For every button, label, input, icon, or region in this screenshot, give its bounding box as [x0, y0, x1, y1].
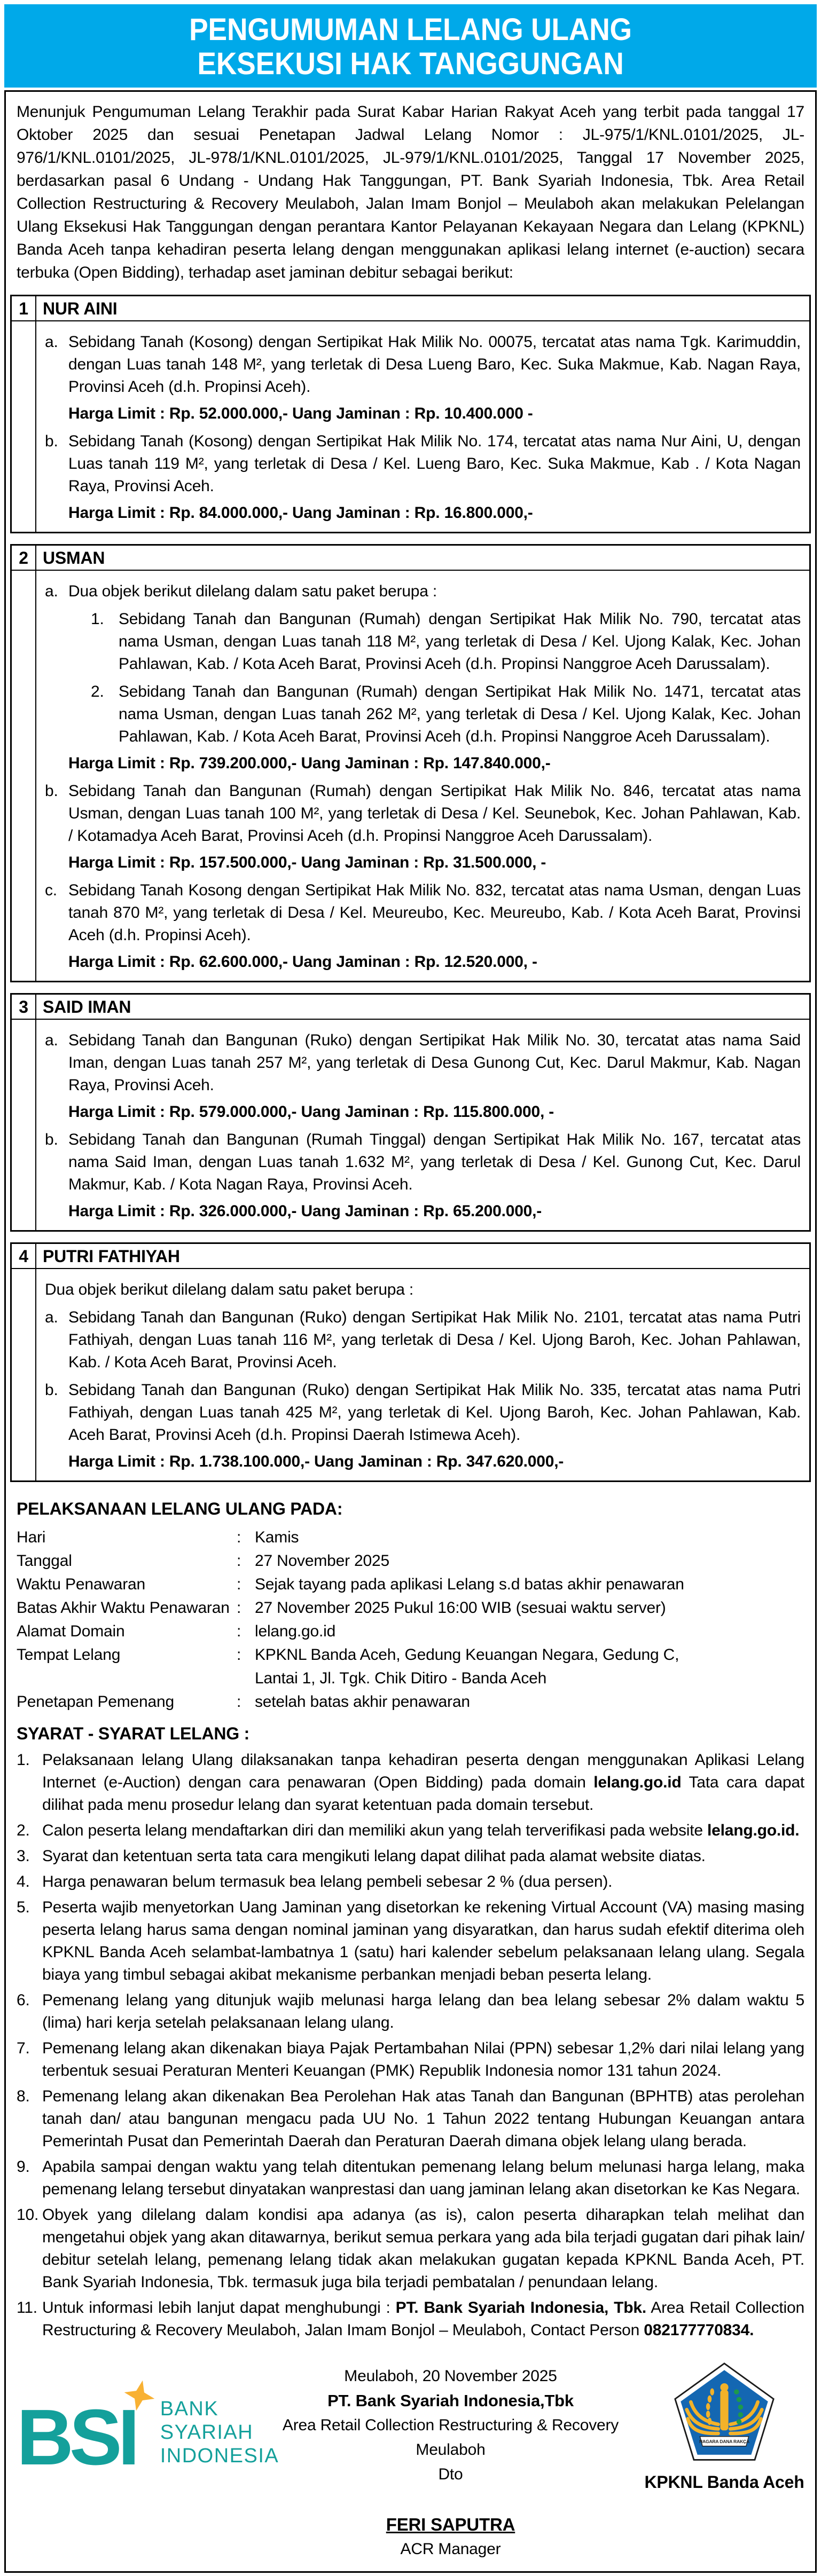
lot-text — [68, 1129, 801, 1223]
sub-lot-label: 1. — [91, 610, 104, 628]
term-text: Calon peserta lelang mendaftarkan diri dan memiliki akun yang telah terverifikasi pada website lelang.go.id. — [42, 1822, 800, 1839]
schedule-row — [17, 1596, 804, 1620]
lot-label: b. — [45, 782, 58, 800]
section-gutter — [12, 1269, 36, 1480]
harga-limit-line: Harga Limit : Rp. 326.000.000,- Uang Jaminan : Rp. 65.200.000,- — [68, 1202, 542, 1220]
terms-title: SYARAT - SYARAT LELANG : — [17, 1724, 250, 1743]
schedule-value: 27 November 2025 Pukul 16:00 WIB (sesuai waktu server) — [255, 1599, 666, 1617]
harga-limit-line: Harga Limit : Rp. 739.200.000,- Uang Jaminan : Rp. 147.840.000,- — [68, 754, 551, 772]
schedule-label: Batas Akhir Waktu Penawaran — [17, 1599, 230, 1617]
section-debtor-name: SAID IMAN — [43, 997, 131, 1017]
section-body — [12, 321, 809, 532]
colon-separator: : — [237, 1552, 241, 1570]
harga-limit-line: Harga Limit : Rp. 52.000.000,- Uang Jaminan : Rp. 10.400.000 - — [68, 405, 533, 422]
schedule-title: PELAKSANAAN LELANG ULANG PADA: — [17, 1499, 343, 1518]
colon-separator: : — [237, 1693, 241, 1711]
title-line-1: PENGUMUMAN LELANG ULANG — [189, 12, 632, 47]
sub-lot-label: 2. — [91, 683, 104, 700]
term-item — [17, 2037, 804, 2082]
harga-limit-line: Harga Limit : Rp. 157.500.000,- Uang Jaminan : Rp. 31.500.000, - — [68, 854, 546, 871]
lot-text — [68, 580, 801, 775]
announcement-body — [4, 90, 817, 2573]
lot-text: Sebidang Tanah dan Bangunan (Ruko) dengan Sertipikat Hak Milik No. 2101, tercatat atas nama Putri Fathiyah, dengan Luas tanah 116 M², yang terletak di Desa / Kel. Ujong Baroh, Kec. Johan Pahlawan, Kab. / Kota Aceh Barat, Provinsi Aceh. — [68, 1309, 801, 1371]
section-gutter — [12, 1020, 36, 1230]
term-number: 6. — [17, 1991, 30, 2009]
lot-text — [68, 879, 801, 973]
term-item — [17, 2204, 804, 2294]
section-header — [12, 296, 809, 321]
schedule-label: Tempat Lelang — [17, 1646, 121, 1664]
lot-description: Sebidang Tanah Kosong dengan Sertipikat Hak Milik No. 832, tercatat atas nama Usman, dengan Luas tanah 870 M², yang terletak di Desa / Kel. Meureubo, Kec. Meureubo, Kab. / Kota Aceh Barat, Provinsi Aceh (d.h. Propinsi Aceh). — [68, 881, 801, 944]
title-banner — [4, 4, 817, 88]
section-body — [12, 1020, 809, 1230]
lot-item — [45, 430, 801, 524]
term-text: Pemenang lelang akan dikenakan biaya Pajak Pertambahan Nilai (PPN) sebesar 1,2% dari nilai lelang yang terbentuk sesuai Peraturan Menteri Keuangan (PMK) Republik Indonesia nomor 131 tahun 2024. — [42, 2039, 804, 2079]
section-content — [36, 321, 809, 532]
lot-item — [45, 1029, 801, 1123]
signature-place-date: Meulaboh, 20 November 2025 — [344, 2367, 557, 2385]
section-content — [36, 1269, 809, 1480]
schedule-value: Kamis — [255, 1529, 299, 1546]
schedule-row — [17, 1643, 804, 1690]
signature-unit: Area Retail Collection Restructuring & Recovery Meulaboh — [282, 2416, 619, 2459]
lot-item — [45, 580, 801, 775]
terms-section — [17, 1722, 804, 2342]
schedule-label: Penetapan Pemenang — [17, 1693, 174, 1711]
lot-text — [68, 1029, 801, 1123]
section-box-putri-fathiyah — [10, 1242, 811, 1482]
section-gutter — [12, 571, 36, 981]
intro-paragraph: Menunjuk Pengumuman Lelang Terakhir pada Surat Kabar Harian Rakyat Aceh yang terbit pada tanggal 17 Oktober 2025 dan sesuai Penetapan Jadwal Lelang Nomor : JL-975/1/KNL.0101/2025, JL-976/1/KNL.0101/2025, JL-978/1/KNL.0101/2025, JL-979/1/KNL.0101/2025, Tanggal 17 November 2025, berdasarkan pasal 6 Undang - Undang Hak Tanggungan, PT. Bank Syariah Indonesia, Tbk. Area Retail Collection Restructuring & Recovery Meulaboh, Jalan Imam Bonjol – Meulaboh akan melakukan Pelelangan Ulang Eksekusi Hak Tanggungan dengan perantara Kantor Pelayanan Kekayaan Negara dan Lelang (KPKNL) Banda Aceh tanpa kehadiran peserta lelang dengan menggunakan aplikasi lelang internet (e-auction) secara terbuka (Open Bidding), terhadap aset jaminan debitur sebagai berikut: — [17, 103, 804, 281]
sub-lot-item — [68, 681, 801, 748]
term-number: 7. — [17, 2039, 30, 2057]
section-gutter — [12, 321, 36, 532]
harga-limit-line: Harga Limit : Rp. 1.738.100.000,- Uang Jaminan : Rp. 347.620.000,- — [68, 1453, 564, 1470]
lot-label: a. — [45, 1031, 58, 1049]
package-intro: Dua objek berikut dilelang dalam satu paket berupa : — [45, 1281, 414, 1298]
lot-text — [68, 780, 801, 874]
schedule-label: Alamat Domain — [17, 1622, 125, 1640]
signature-role: ACR Manager — [400, 2540, 501, 2558]
schedule-row — [17, 1690, 804, 1714]
section-body — [12, 1269, 809, 1480]
term-number: 5. — [17, 1898, 30, 1916]
lot-label: a. — [45, 333, 58, 351]
auction-schedule — [17, 1497, 804, 1714]
term-text: Pemenang lelang yang ditunjuk wajib melunasi harga lelang dan bea lelang sebesar 2% dalam waktu 5 (lima) hari kerja setelah pelaksanaan lelang ulang. — [42, 1991, 804, 2031]
term-text: Untuk informasi lebih lanjut dapat menghubungi : PT. Bank Syariah Indonesia, Tbk. Area Retail Collection Restructuring & Recovery Meulaboh, Jalan Imam Bonjol – Meulaboh, Contact Person 082177770834. — [42, 2299, 804, 2339]
sub-lot-description: Sebidang Tanah dan Bangunan (Rumah) dengan Sertipikat Hak Milik No. 1471, tercatat atas nama Usman, dengan Luas tanah 262 M², yang terletak di Desa / Kel. Ujong Kalak, Kec. Johan Pahlawan, Kab. / Kota Aceh Barat, Provinsi Aceh (d.h. Propinsi Nanggroe Aceh Darussalam). — [119, 683, 801, 745]
section-header — [12, 546, 809, 571]
schedule-value — [255, 1643, 804, 1690]
term-item — [17, 1989, 804, 2034]
bsi-logo — [17, 2360, 279, 2482]
lot-label: b. — [45, 1131, 58, 1148]
bsi-wordmark — [17, 2393, 136, 2482]
lot-item — [45, 1129, 801, 1223]
schedule-value: 27 November 2025 — [255, 1552, 389, 1570]
kpknl-logo — [644, 2360, 804, 2492]
term-item — [17, 2297, 804, 2342]
harga-limit-line: Harga Limit : Rp. 579.000.000,- Uang Jaminan : Rp. 115.800.000, - — [68, 1103, 554, 1121]
colon-separator: : — [237, 1646, 241, 1664]
schedule-value: Sejak tayang pada aplikasi Lelang s.d batas akhir penawaran — [255, 1575, 684, 1593]
schedule-label: Tanggal — [17, 1552, 72, 1570]
section-debtor-name: NUR AINI — [43, 299, 118, 318]
colon-separator: : — [237, 1599, 241, 1617]
term-text: Pelaksanaan lelang Ulang dilaksanakan tanpa kehadiran peserta dengan menggunakan Aplikasi Lelang Internet (e-Auction) dengan cara penawaran (Open Bidding) pada domain lelang.go.id Tata cara dapat dilihat pada menu prosedur lelang dan syarat ketentuan pada domain tersebut. — [42, 1751, 804, 1814]
section-number: 3 — [12, 995, 36, 1019]
signature-dto: Dto — [438, 2465, 463, 2483]
section-box-said-iman — [10, 993, 811, 1232]
section-number: 2 — [12, 546, 36, 570]
footer — [17, 2360, 804, 2562]
colon-separator: : — [237, 1529, 241, 1546]
schedule-row — [17, 1573, 804, 1596]
lot-description: Sebidang Tanah dan Bangunan (Rumah Tinggal) dengan Sertipikat Hak Milik No. 167, tercatat atas nama Said Iman, dengan Luas tanah 1.632 M², yang terletak di Desa / Kel. Gunong Cut, Kec. Darul Makmur, Kab. / Kota Nagan Raya, Provinsi Aceh. — [68, 1131, 801, 1193]
term-text: Syarat dan ketentuan serta tata cara mengikuti lelang dapat dilihat pada alamat website diatas. — [42, 1847, 706, 1865]
term-number: 1. — [17, 1751, 30, 1769]
lot-description: Sebidang Tanah dan Bangunan (Rumah) dengan Sertipikat Hak Milik No. 846, tercatat atas nama Usman, dengan Luas tanah 100 M², yang terletak di Desa / Kel. Seunebok, Kec. Johan Pahlawan, Kab. / Kotamadya Aceh Barat, Provinsi Aceh (d.h. Propinsi Nanggroe Aceh Darussalam). — [68, 782, 801, 845]
section-debtor-name: PUTRI FATHIYAH — [43, 1247, 180, 1266]
section-number: 1 — [12, 296, 36, 320]
term-item — [17, 1749, 804, 1816]
term-number: 10. — [17, 2206, 39, 2224]
lot-item — [45, 1306, 801, 1374]
term-item — [17, 2156, 804, 2201]
section-box-nur-aini — [10, 295, 811, 533]
term-item — [17, 1819, 804, 1842]
kpknl-emblem-icon — [674, 2360, 775, 2467]
colon-separator: : — [237, 1575, 241, 1593]
lot-text: Sebidang Tanah dan Bangunan (Ruko) dengan Sertipikat Hak Milik No. 335, tercatat atas nama Putri Fathiyah, dengan Luas tanah 425 M², yang terletak di Kel. Ujong Baroh, Kec. Johan Pahlawan, Kab. Aceh Barat, Provinsi Aceh (d.h. Propinsi Daerah Istimewa Aceh). — [68, 1381, 801, 1444]
schedule-value-line1: KPKNL Banda Aceh, Gedung Keuangan Negara, Gedung C, — [255, 1646, 679, 1664]
term-number: 8. — [17, 2087, 30, 2105]
schedule-value: setelah batas akhir penawaran — [255, 1693, 470, 1711]
schedule-label: Waktu Penawaran — [17, 1575, 146, 1593]
lot-item — [45, 331, 801, 425]
lot-label: a. — [45, 582, 58, 600]
term-text: Obyek yang dilelang dalam kondisi apa adanya (as is), calon peserta diharapkan telah melihat dan mengetahui objek yang akan ditawarnya, berikut semua perkara yang ada bila terjadi gugatan dari pihak lain/ debitur setelah lelang, pemenang lelang tidak akan melakukan gugatan kepada KPKNL Banda Aceh, PT. Bank Syariah Indonesia, Tbk. termasuk juga bila terjadi pembatalan / penundaan lelang. — [42, 2206, 804, 2291]
signature-name: FERI SAPUTRA — [386, 2515, 515, 2534]
term-item — [17, 1896, 804, 1986]
title-line-2: EKSEKUSI HAK TANGGUNGAN — [197, 46, 624, 81]
sub-lot-description: Sebidang Tanah dan Bangunan (Rumah) dengan Sertipikat Hak Milik No. 790, tercatat atas nama Usman, dengan Luas tanah 118 M², yang terletak di Desa / Kel. Ujong Kalak, Kec. Johan Pahlawan, Kab. / Kota Aceh Barat, Provinsi Aceh (d.h. Propinsi Nanggroe Aceh Darussalam). — [119, 610, 801, 673]
section-content — [36, 1020, 809, 1230]
lot-text — [68, 331, 801, 425]
lot-label: c. — [45, 881, 57, 899]
section-box-usman — [10, 544, 811, 982]
harga-limit-line: Harga Limit : Rp. 62.600.000,- Uang Jaminan : Rp. 12.520.000, - — [68, 953, 537, 971]
bsi-name-text: BANK SYARIAH INDONESIA — [160, 2398, 279, 2467]
term-number: 4. — [17, 1873, 30, 1890]
harga-limit-line: Harga Limit : Rp. 84.000.000,- Uang Jaminan : Rp. 16.800.000,- — [68, 504, 533, 522]
schedule-value-line2: Lantai 1, Jl. Tgk. Chik Ditiro - Banda Aceh — [255, 1669, 547, 1687]
bsi-abbr-text: BSI — [17, 2393, 136, 2482]
term-text: Apabila sampai dengan waktu yang telah ditentukan pemenang lelang belum melunasi harga lelang, maka pemenang lelang tersebut dinyatakan wanprestasi dan uang jaminan lelang akan disetorkan ke Kas Negara. — [42, 2158, 804, 2198]
lot-item — [45, 879, 801, 973]
term-number: 3. — [17, 1847, 30, 1865]
lot-item — [45, 780, 801, 874]
schedule-row — [17, 1549, 804, 1573]
term-text: Pemenang lelang akan dikenakan Bea Perolehan Hak atas Tanah dan Bangunan (BPHTB) atas perolehan tanah dan/ atau bangunan mengacu pada UU No. 1 Tahun 2022 tentang Hubungan Keuangan antara Pemerintah Pusat dan Pemerintah Daerah dan Peraturan Daerah dimana objek lelang ulang berada. — [42, 2087, 804, 2150]
kpknl-caption: KPKNL Banda Aceh — [644, 2472, 804, 2492]
lot-description: Sebidang Tanah dan Bangunan (Ruko) dengan Sertipikat Hak Milik No. 30, tercatat atas nama Said Iman, dengan Luas tanah 257 M², yang terletak di Desa Gunong Cut, Kec. Darul Makmur, Kab. Nagan Raya, Provinsi Aceh. — [68, 1031, 801, 1094]
lot-description: Sebidang Tanah (Kosong) dengan Sertipikat Hak Milik No. 00075, tercatat atas nama Tgk. Karimuddin, dengan Luas tanah 148 M², yang terletak di Desa Lueng Baro, Kec. Suka Makmue, Kab. Nagan Raya, Provinsi Aceh (d.h. Propinsi Aceh). — [68, 333, 801, 396]
colon-separator: : — [237, 1622, 241, 1640]
term-item — [17, 2085, 804, 2153]
lot-label: a. — [45, 1309, 58, 1326]
term-text: Peserta wajib menyetorkan Uang Jaminan yang disetorkan ke rekening Virtual Account (VA) masing masing peserta lelang harus sama dengan nominal jaminan yang disyaratkan, dan harus sudah efektif diterima oleh KPKNL Banda Aceh selambat-lambatnya 1 (satu) hari kalender sebelum pelaksanaan lelang ulang. Segala biaya yang timbul sebagai akibat mekanisme perbankan menjadi beban peserta lelang. — [42, 1898, 804, 1983]
lot-label: b. — [45, 432, 58, 450]
signature-block — [257, 2360, 644, 2562]
term-number: 11. — [17, 2299, 37, 2317]
lot-item — [45, 1379, 801, 1446]
schedule-row — [17, 1620, 804, 1643]
section-content — [36, 571, 809, 981]
term-item — [17, 1845, 804, 1868]
section-header — [12, 1244, 809, 1269]
sub-lot-item — [68, 608, 801, 675]
section-number: 4 — [12, 1244, 36, 1268]
term-text: Harga penawaran belum termasuk bea lelang pembeli sebesar 2 % (dua persen). — [42, 1873, 613, 1890]
schedule-label: Hari — [17, 1529, 46, 1546]
svg-text:NAGARA DANA RAKÇA: NAGARA DANA RAKÇA — [699, 2439, 749, 2445]
term-number: 9. — [17, 2158, 30, 2176]
lot-text — [68, 430, 801, 524]
lot-label: b. — [45, 1381, 58, 1399]
schedule-value: lelang.go.id — [255, 1622, 336, 1640]
package-intro: Dua objek berikut dilelang dalam satu paket berupa : — [68, 582, 437, 600]
signature-company: PT. Bank Syariah Indonesia,Tbk — [327, 2391, 574, 2410]
lot-description: Sebidang Tanah (Kosong) dengan Sertipikat Hak Milik No. 174, tercatat atas nama Nur Aini, U, dengan Luas tanah 119 M², yang terletak di Desa / Kel. Lueng Baro, Kec. Suka Makmue, Kab . / Kota Nagan Raya, Provinsi Aceh. — [68, 432, 801, 495]
section-debtor-name: USMAN — [43, 548, 105, 568]
term-number: 2. — [17, 1822, 30, 1839]
section-header — [12, 995, 809, 1020]
schedule-row — [17, 1526, 804, 1549]
section-body — [12, 571, 809, 981]
term-item — [17, 1871, 804, 1893]
